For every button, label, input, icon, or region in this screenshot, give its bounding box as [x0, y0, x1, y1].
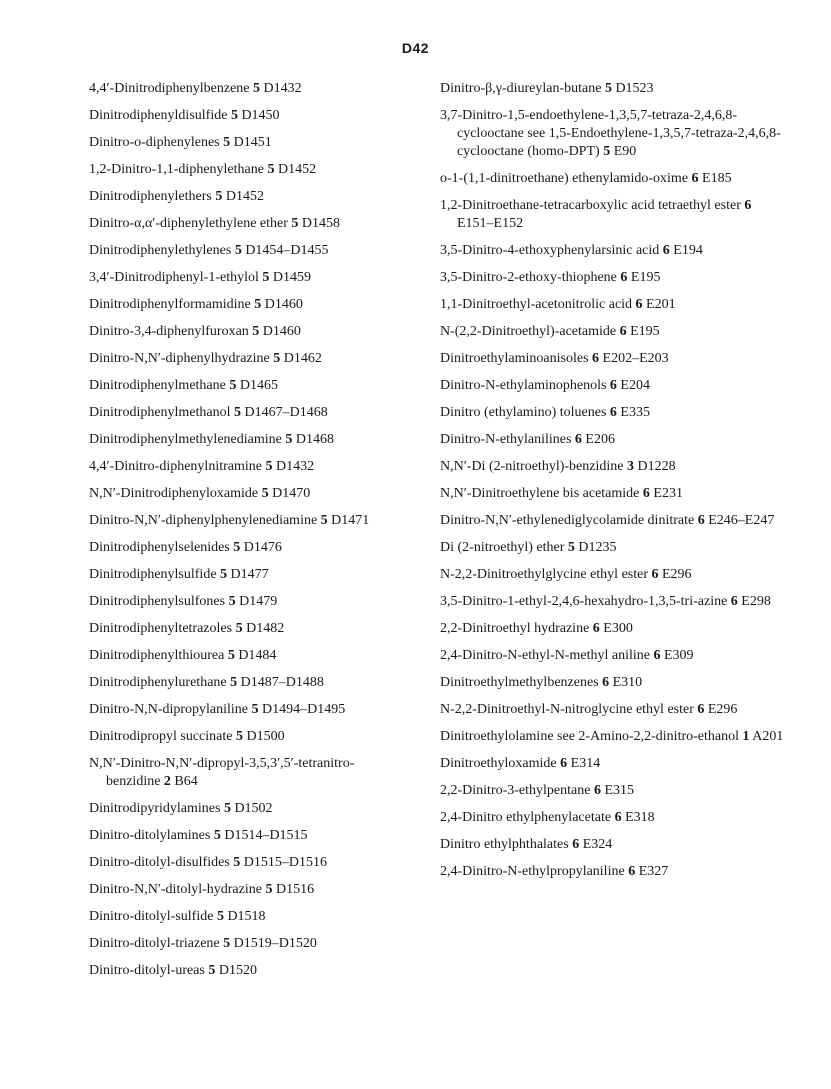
entry-page-ref: E300: [603, 621, 633, 636]
entry-term: Dinitro-N-ethylaminophenols: [440, 378, 607, 393]
entry-volume: 6: [602, 675, 610, 690]
entry-term: 2,4-Dinitro-N-ethyl-N-methyl aniline: [440, 648, 650, 663]
entry-term: Dinitrodiphenylthiourea: [89, 648, 225, 663]
entry-page-ref: E314: [570, 756, 601, 771]
entry-volume: 6: [635, 297, 643, 312]
entry-term: Dinitro-β,γ-diureylan-butane: [440, 81, 602, 96]
entry-page-ref: D1432: [263, 81, 302, 96]
entry-page-ref: D1477: [230, 567, 269, 582]
entry-term: Dinitro-ditolyl-ureas: [89, 963, 205, 978]
entry-page-ref: A201: [752, 729, 784, 744]
left-index-column: [89, 80, 424, 989]
index-entry: [440, 701, 790, 719]
entry-page-ref: E298: [741, 594, 771, 609]
entry-page-ref: D1450: [241, 108, 280, 123]
entry-term: Dinitro-ditolylamines: [89, 828, 211, 843]
index-entry: [440, 404, 790, 422]
entry-term: Dinitro-N,N′-diphenylhydrazine: [89, 351, 270, 366]
entry-volume: 5: [291, 216, 299, 231]
entry-page-ref: D1520: [218, 963, 257, 978]
entry-volume: 5: [261, 486, 269, 501]
entry-term: Dinitrodiphenylurethane: [89, 675, 227, 690]
index-entry: [89, 935, 424, 962]
index-entry: [440, 647, 790, 665]
entry-page-ref: E310: [612, 675, 643, 690]
entry-term: Dinitrodiphenylsulfones: [89, 594, 226, 609]
index-entry: [440, 197, 790, 233]
entry-page-ref: D1452: [277, 162, 317, 177]
entry-term: Dinitrodiphenylmethanol: [89, 405, 231, 420]
entry-volume: 5: [235, 621, 243, 636]
entry-term: Dinitro-N-ethylanilines: [440, 432, 572, 447]
index-entry: [89, 242, 424, 269]
entry-volume: 5: [254, 297, 262, 312]
index-entry: [89, 962, 424, 989]
entry-page-ref: D1471: [331, 513, 370, 528]
entry-page-ref: D1523: [615, 81, 654, 96]
entry-volume: 6: [628, 864, 636, 879]
entry-volume: 6: [697, 702, 705, 717]
entry-term: 1,2-Dinitro-1,1-diphenylethane: [89, 162, 264, 177]
index-entry: [440, 296, 790, 314]
entry-term: 2,4-Dinitro ethylphenylacetate: [440, 810, 612, 825]
index-entry: [440, 512, 790, 530]
index-entry: [440, 782, 790, 800]
entry-volume: 5: [208, 963, 216, 978]
entry-volume: 5: [227, 648, 235, 663]
entry-term: 1,1-Dinitroethyl-acetonitrolic acid: [440, 297, 633, 312]
entry-page-ref: D1451: [233, 135, 272, 150]
entry-page-ref: D1470: [272, 486, 311, 501]
entry-page-ref: E194: [673, 243, 703, 258]
entry-term: N,N′-Dinitroethylene bis acetamide: [440, 486, 640, 501]
entry-term: N,N′-Dinitrodiphenyloxamide: [89, 486, 259, 501]
entry-volume: 5: [215, 189, 223, 204]
entry-term: Dinitro-ditolyl-disulfides: [89, 855, 230, 870]
page-header: D42: [401, 40, 430, 56]
entry-page-ref: E195: [630, 324, 660, 339]
entry-term: Dinitro-3,4-diphenylfuroxan: [89, 324, 249, 339]
entry-term: Dinitrodiphenyltetrazoles: [89, 621, 233, 636]
entry-page-ref: E324: [582, 837, 613, 852]
entry-term: Dinitroethylolamine see 2-Amino-2,2-dinitro-ethanol: [440, 729, 739, 744]
entry-page-ref: D1514–D1515: [224, 828, 308, 843]
entry-volume: 6: [697, 513, 705, 528]
entry-page-ref: D1516: [275, 882, 315, 897]
entry-page-ref: D1235: [578, 540, 617, 555]
index-entry: [89, 458, 424, 485]
entry-volume: 6: [593, 783, 601, 798]
index-entry: [89, 350, 424, 377]
index-entry: [440, 620, 790, 638]
index-entry: [89, 674, 424, 701]
index-entry: [440, 458, 790, 476]
entry-term: Dinitro-ditolyl-sulfide: [89, 909, 214, 924]
index-entry: [89, 728, 424, 755]
entry-term: Dinitro-N,N′-diphenylphenylenediamine: [89, 513, 318, 528]
index-entry: [89, 881, 424, 908]
entry-volume: 5: [230, 675, 238, 690]
entry-volume: 5: [233, 540, 241, 555]
entry-volume: 5: [223, 801, 231, 816]
entry-term: Dinitrodiphenylsulfide: [89, 567, 217, 582]
entry-term: Dinitroethylaminoanisoles: [440, 351, 589, 366]
entry-page-ref: E246–E247: [708, 513, 775, 528]
entry-volume: 5: [216, 909, 224, 924]
entry-volume: 5: [265, 882, 273, 897]
entry-term: Dinitroethylmethylbenzenes: [440, 675, 599, 690]
index-entry: [89, 323, 424, 350]
entry-term: N-2,2-Dinitroethyl-N-nitroglycine ethyl ester: [440, 702, 694, 717]
entry-term: 4,4′-Dinitro-diphenylnitramine: [89, 459, 262, 474]
entry-volume: 5: [251, 702, 259, 717]
entry-volume: 5: [603, 144, 611, 159]
entry-volume: 6: [620, 270, 628, 285]
entry-term: o-1-(1,1-dinitroethane) ethenylamido-oxime: [440, 171, 689, 186]
entry-volume: 5: [320, 513, 328, 528]
entry-term: Dinitrodiphenylformamidine: [89, 297, 251, 312]
entry-volume: 5: [262, 270, 270, 285]
entry-volume: 6: [691, 171, 699, 186]
entry-volume: 6: [744, 198, 752, 213]
entry-term: Dinitrodipropyl succinate: [89, 729, 233, 744]
entry-term: Dinitrodipyridylamines: [89, 801, 221, 816]
entry-term: Dinitrodiphenylethers: [89, 189, 212, 204]
index-entry: [440, 809, 790, 827]
index-entry: [440, 485, 790, 503]
entry-page-ref: D1460: [262, 324, 301, 339]
index-entry: [89, 134, 424, 161]
entry-volume: 6: [651, 567, 659, 582]
index-entry: [440, 755, 790, 773]
entry-volume: 5: [273, 351, 281, 366]
index-entry: [440, 170, 790, 188]
index-entry: [89, 161, 424, 188]
entry-term: 1,2-Dinitroethane-tetracarboxylic acid tetraethyl ester: [440, 198, 741, 213]
entry-volume: 5: [223, 135, 231, 150]
entry-page-ref: D1482: [246, 621, 285, 636]
index-entry: [89, 215, 424, 242]
entry-page-ref: D1458: [301, 216, 341, 231]
index-entry: [89, 80, 424, 107]
entry-term: 2,2-Dinitroethyl hydrazine: [440, 621, 590, 636]
index-entry: [440, 431, 790, 449]
entry-term: 3,7-Dinitro-1,5-endoethylene-1,3,5,7-tetraza-2,4,6,8-cyclooctane see 1,5-Endoethylene-1,3,5,7-tetraza-2,4,6,8-cyclooctane (homo-DPT): [440, 108, 781, 159]
entry-page-ref: D1462: [283, 351, 322, 366]
entry-volume: 6: [560, 756, 568, 771]
index-entry: [89, 620, 424, 647]
entry-page-ref: E309: [663, 648, 694, 663]
entry-page-ref: D1460: [264, 297, 303, 312]
entry-term: Dinitro-ditolyl-triazene: [89, 936, 220, 951]
entry-page-ref: E195: [630, 270, 661, 285]
entry-volume: 6: [572, 837, 580, 852]
entry-page-ref: E202–E203: [602, 351, 669, 366]
entry-term: Dinitro ethylphthalates: [440, 837, 569, 852]
index-entry: [440, 863, 790, 881]
entry-page-ref: E90: [613, 144, 637, 159]
entry-term: Dinitro-N,N′-ditolyl-hydrazine: [89, 882, 262, 897]
entry-volume: 5: [567, 540, 575, 555]
entry-volume: 5: [235, 729, 243, 744]
index-entry: [89, 755, 424, 800]
entry-volume: 5: [213, 828, 221, 843]
entry-volume: 5: [230, 108, 238, 123]
entry-page-ref: E151–E152: [457, 216, 524, 231]
entry-term: 4,4′-Dinitrodiphenylbenzene: [89, 81, 250, 96]
index-entry: [89, 701, 424, 728]
index-entry: [440, 350, 790, 368]
index-entry: [89, 908, 424, 935]
entry-volume: 5: [267, 162, 275, 177]
entry-term: N-(2,2-Dinitroethyl)-acetamide: [440, 324, 617, 339]
entry-page-ref: D1476: [243, 540, 282, 555]
entry-volume: 5: [234, 243, 242, 258]
entry-volume: 6: [614, 810, 622, 825]
entry-term: Dinitro-α,α′-diphenylethylene ether: [89, 216, 288, 231]
entry-volume: 5: [285, 432, 293, 447]
index-entry: [89, 539, 424, 566]
entry-page-ref: D1484: [238, 648, 277, 663]
entry-volume: 6: [609, 405, 617, 420]
entry-term: 3,5-Dinitro-1-ethyl-2,4,6-hexahydro-1,3,5-tri-azine: [440, 594, 728, 609]
entry-page-ref: E296: [662, 567, 692, 582]
entry-volume: 2: [163, 774, 171, 789]
entry-page-ref: E315: [604, 783, 635, 798]
entry-page-ref: D1515–D1516: [243, 855, 327, 870]
entry-term: 2,4-Dinitro-N-ethylpropylaniline: [440, 864, 625, 879]
entry-volume: 6: [592, 621, 600, 636]
entry-page-ref: D1452: [225, 189, 264, 204]
index-entry: [89, 827, 424, 854]
index-entry: [89, 854, 424, 881]
entry-term: Dinitro-N,N-dipropylaniline: [89, 702, 249, 717]
index-entry: [89, 107, 424, 134]
entry-volume: 5: [228, 594, 236, 609]
entry-page-ref: D1487–D1488: [240, 675, 324, 690]
entry-page-ref: E327: [638, 864, 669, 879]
entry-volume: 6: [653, 648, 661, 663]
index-entry: [89, 431, 424, 458]
entry-page-ref: E204: [620, 378, 650, 393]
entry-volume: 5: [234, 405, 242, 420]
entry-term: N,N′-Di (2-nitroethyl)-benzidine: [440, 459, 624, 474]
entry-page-ref: E206: [585, 432, 615, 447]
index-entry: [440, 323, 790, 341]
entry-page-ref: D1519–D1520: [233, 936, 317, 951]
entry-page-ref: D1467–D1468: [244, 405, 328, 420]
index-entry: [89, 269, 424, 296]
index-entry: [89, 485, 424, 512]
entry-volume: 6: [642, 486, 650, 501]
entry-volume: 1: [742, 729, 750, 744]
entry-volume: 5: [223, 936, 231, 951]
entry-term: Dinitrodiphenylethylenes: [89, 243, 232, 258]
entry-term: Dinitrodiphenyldisulfide: [89, 108, 228, 123]
entry-volume: 5: [233, 855, 241, 870]
entry-term: Dinitrodiphenylmethylenediamine: [89, 432, 282, 447]
entry-volume: 5: [220, 567, 228, 582]
entry-volume: 5: [604, 81, 612, 96]
entry-term: N,N′-Dinitro-N,N′-dipropyl-3,5,3′,5′-tetranitro-: [89, 756, 355, 771]
index-entry: [440, 566, 790, 584]
entry-term-continuation: benzidine: [106, 774, 161, 789]
index-entry: [440, 836, 790, 854]
entry-page-ref: D1432: [275, 459, 315, 474]
index-entry: [440, 728, 790, 746]
entry-page-ref: E201: [646, 297, 676, 312]
entry-page-ref: D1465: [239, 378, 278, 393]
entry-page-ref: E296: [707, 702, 738, 717]
entry-page-ref: E185: [702, 171, 732, 186]
index-entry: [89, 296, 424, 323]
index-entry: [440, 107, 790, 161]
index-entry: [440, 242, 790, 260]
index-entry: [440, 80, 790, 98]
entry-term: Dinitro-N,N′-ethylenediglycolamide dinitrate: [440, 513, 695, 528]
entry-term: Dinitroethyloxamide: [440, 756, 557, 771]
index-entry: [89, 404, 424, 431]
entry-term: Dinitro-o-diphenylenes: [89, 135, 220, 150]
entry-volume: 6: [619, 324, 627, 339]
entry-page-ref: D1468: [295, 432, 334, 447]
entry-page-ref: D1500: [246, 729, 285, 744]
index-entry: [89, 512, 424, 539]
entry-volume: 6: [662, 243, 670, 258]
entry-term: Dinitro (ethylamino) toluenes: [440, 405, 607, 420]
entry-volume: 5: [252, 324, 260, 339]
entry-volume: 6: [609, 378, 617, 393]
entry-page-ref: D1494–D1495: [262, 702, 346, 717]
index-entry: [89, 800, 424, 827]
index-entry: [440, 269, 790, 287]
entry-page-ref: E231: [653, 486, 683, 501]
index-entry: [440, 593, 790, 611]
index-entry: [89, 188, 424, 215]
entry-page-ref: E335: [620, 405, 650, 420]
index-entry: [440, 377, 790, 395]
index-entry: [89, 647, 424, 674]
right-index-column: [440, 80, 790, 890]
index-entry: [440, 539, 790, 557]
entry-term: Dinitrodiphenylselenides: [89, 540, 230, 555]
entry-term: Dinitrodiphenylmethane: [89, 378, 226, 393]
entry-term: Di (2-nitroethyl) ether: [440, 540, 565, 555]
entry-volume: 5: [253, 81, 261, 96]
entry-term: N-2,2-Dinitroethylglycine ethyl ester: [440, 567, 648, 582]
index-entry: [89, 566, 424, 593]
entry-volume: 5: [229, 378, 237, 393]
index-entry: [89, 377, 424, 404]
entry-term: 2,2-Dinitro-3-ethylpentane: [440, 783, 591, 798]
entry-page-ref: D1459: [272, 270, 311, 285]
entry-volume: 6: [730, 594, 738, 609]
entry-term: 3,4′-Dinitrodiphenyl-1-ethylol: [89, 270, 259, 285]
entry-volume: 5: [265, 459, 273, 474]
index-entry: [440, 674, 790, 692]
entry-page-ref: E318: [625, 810, 655, 825]
entry-page-ref: D1518: [227, 909, 266, 924]
entry-page-ref: D1228: [637, 459, 676, 474]
entry-page-ref: D1502: [234, 801, 273, 816]
entry-volume: 6: [592, 351, 600, 366]
entry-volume: 3: [626, 459, 634, 474]
index-entry: [89, 593, 424, 620]
entry-volume: 6: [574, 432, 582, 447]
entry-term: 3,5-Dinitro-4-ethoxyphenylarsinic acid: [440, 243, 660, 258]
entry-term: 3,5-Dinitro-2-ethoxy-thiophene: [440, 270, 617, 285]
entry-page-ref: B64: [174, 774, 198, 789]
entry-page-ref: D1479: [239, 594, 278, 609]
entry-page-ref: D1454–D1455: [245, 243, 329, 258]
